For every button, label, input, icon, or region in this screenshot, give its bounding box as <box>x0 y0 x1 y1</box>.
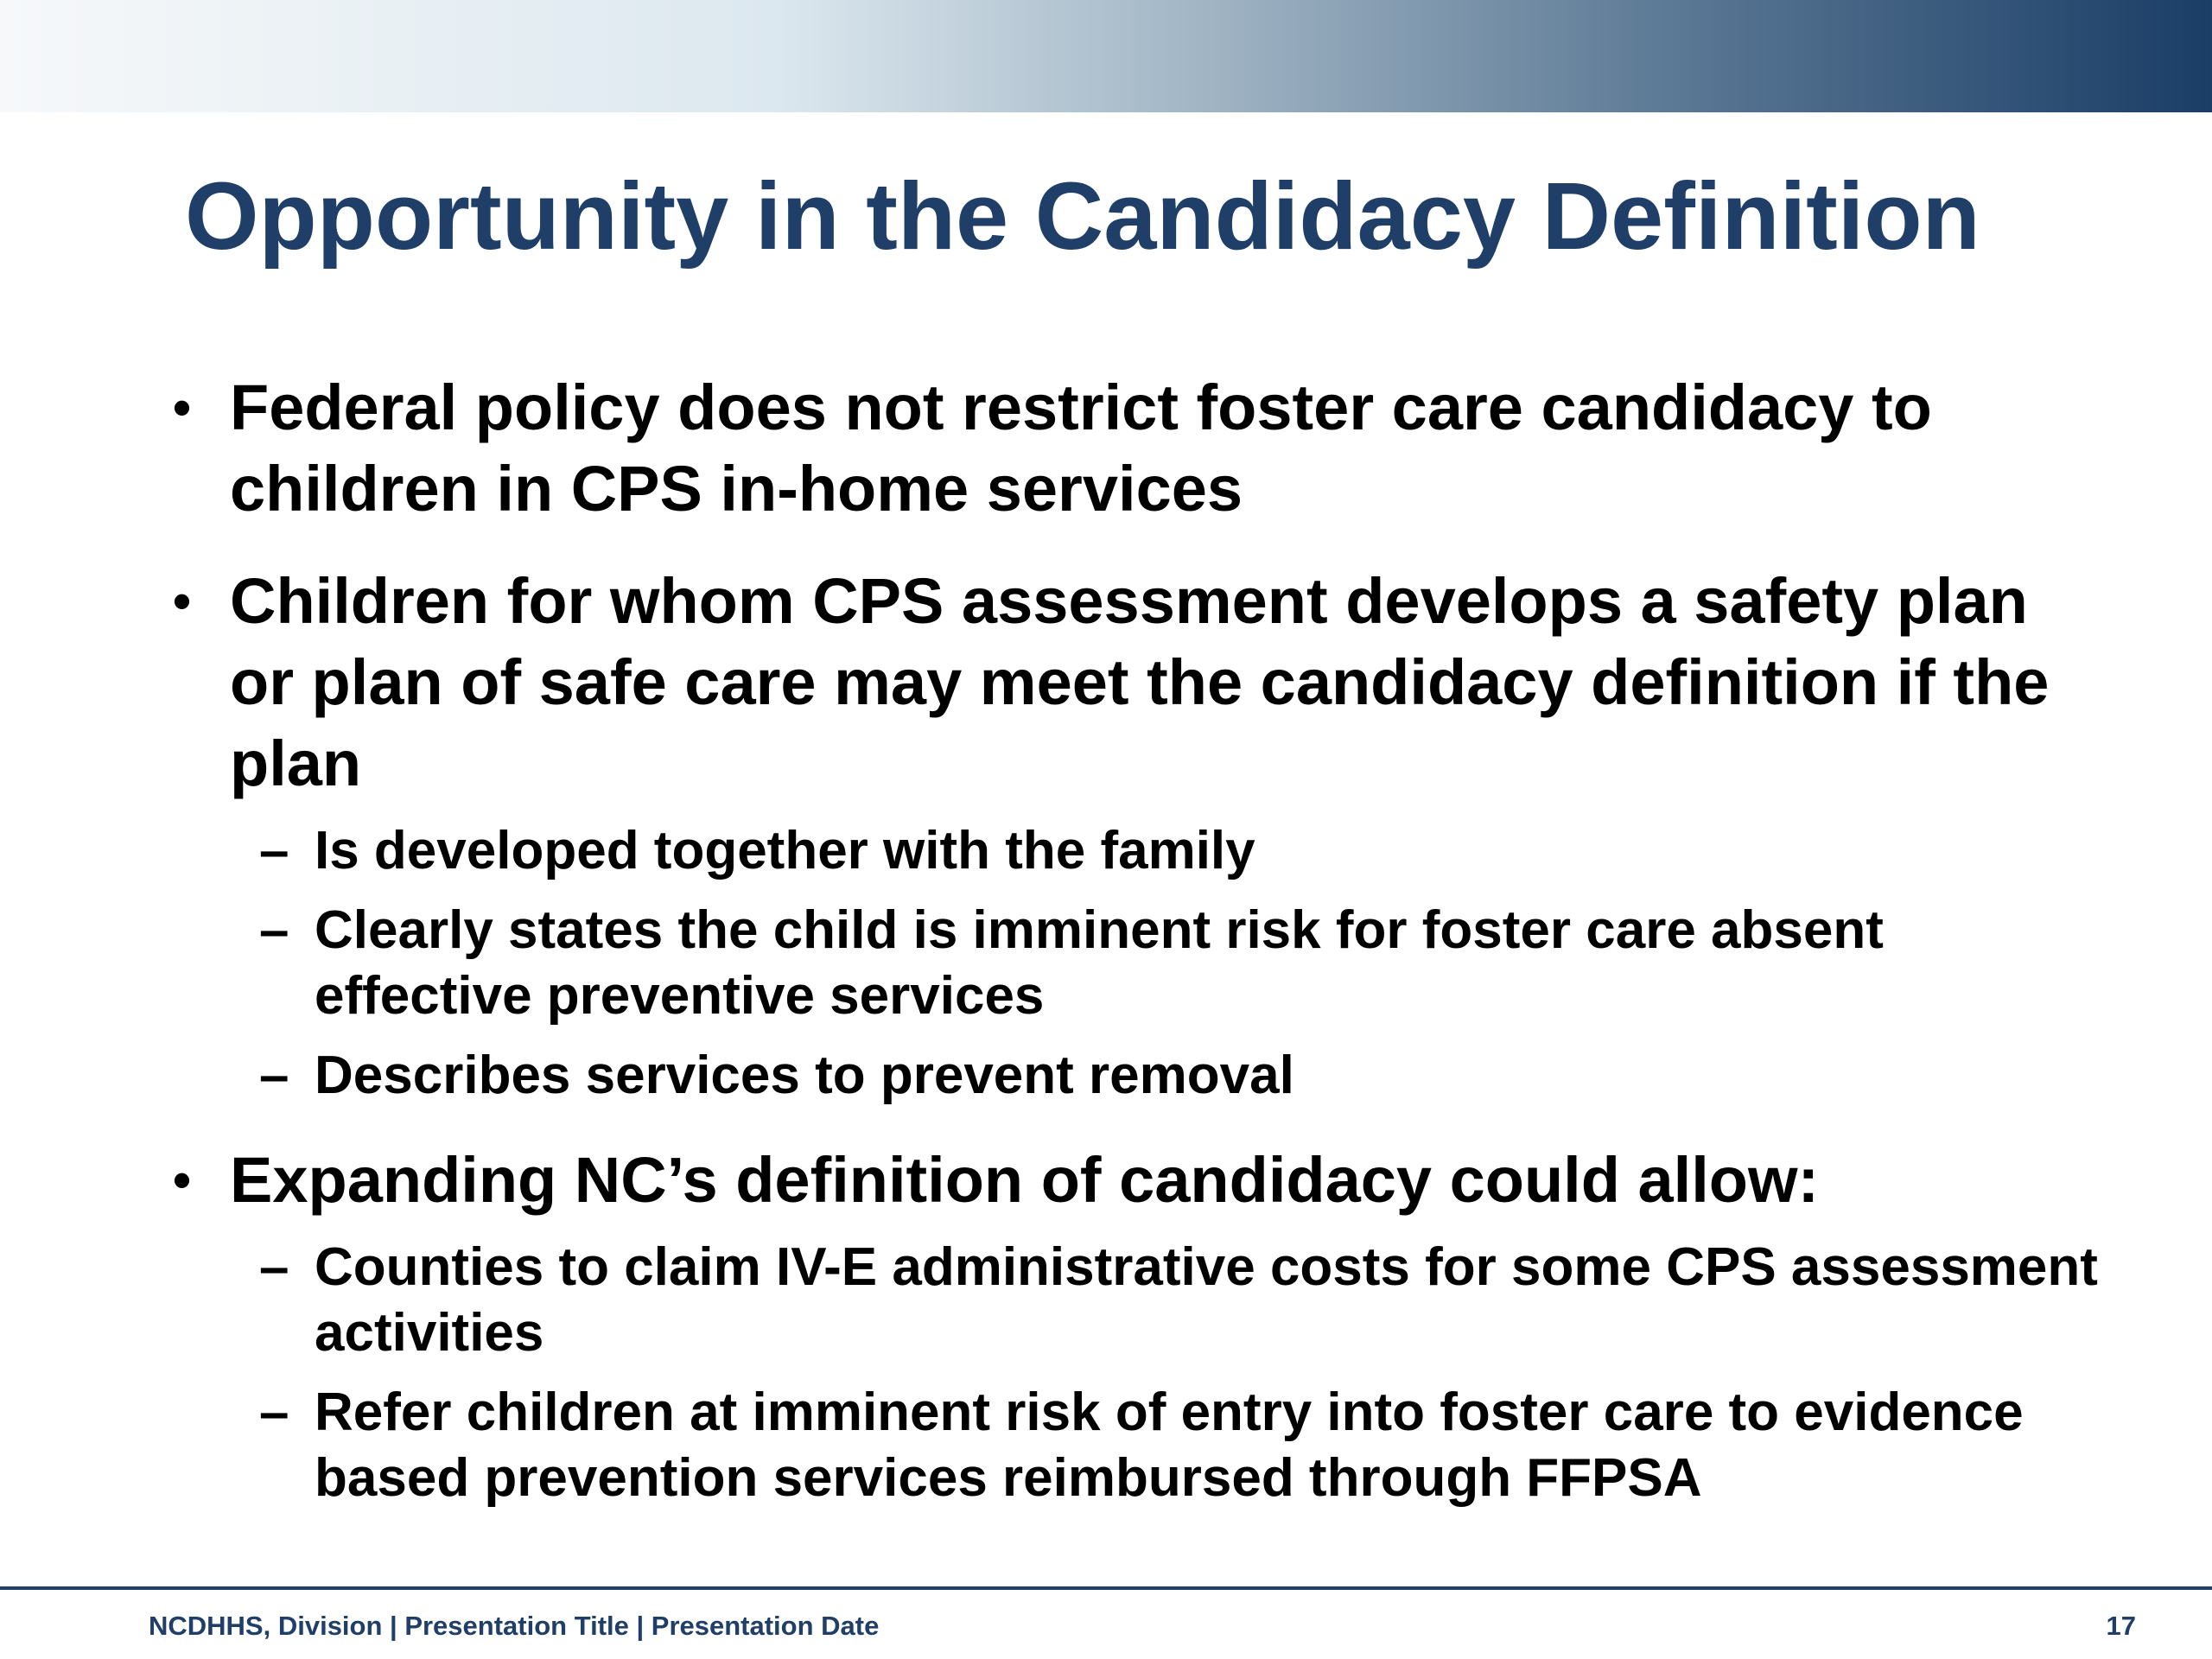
sub-bullet-item <box>173 1235 2100 1366</box>
sub-bullet-text: Counties to claim IV-E administrative costs for some CPS assessment activities <box>315 1237 2098 1363</box>
sub-bullet-item <box>173 1043 2100 1109</box>
slide-title: Opportunity in the Candidacy Definition <box>185 163 1980 270</box>
sub-bullet-symbol: – <box>259 1382 289 1442</box>
page-number: 17 <box>2106 1611 2136 1641</box>
sub-bullet-text: Is developed together with the family <box>315 821 1255 880</box>
sub-bullet-list <box>230 1235 2100 1511</box>
sub-bullet-symbol: – <box>259 1237 289 1297</box>
sub-bullet-item <box>173 1380 2100 1511</box>
sub-bullet-symbol: – <box>259 1046 289 1105</box>
sub-bullet-item <box>173 898 2100 1029</box>
bullet-symbol: • <box>173 378 192 436</box>
sub-bullet-item <box>173 818 2100 884</box>
sub-bullet-text: Refer children at imminent risk of entry into foster care to evidence based prevention services reimbursed through FFPSA <box>315 1382 2024 1508</box>
bullet-text: Federal policy does not restrict foster care candidacy to children in CPS in-home services <box>230 372 1932 524</box>
bullet-text: Expanding NC’s definition of candidacy could allow: <box>230 1144 1820 1216</box>
sub-bullet-text: Describes services to prevent removal <box>315 1046 1294 1105</box>
bullet-symbol: • <box>173 1151 192 1209</box>
bullet-list <box>173 367 2100 1511</box>
bullet-item <box>173 367 2100 530</box>
bullet-item <box>173 561 2100 1109</box>
sub-bullet-list <box>230 818 2100 1109</box>
footer-text: NCDHHS, Division | Presentation Title | Presentation Date <box>149 1611 880 1641</box>
bullet-item <box>173 1140 2100 1511</box>
header-gradient-band <box>0 0 2212 112</box>
footer-divider <box>0 1586 2212 1590</box>
sub-bullet-symbol: – <box>259 900 289 960</box>
bullet-symbol: • <box>173 572 192 630</box>
sub-bullet-symbol: – <box>259 821 289 880</box>
bullet-text: Children for whom CPS assessment develops a safety plan or plan of safe care may meet the candidacy definition if the plan <box>230 565 2050 799</box>
sub-bullet-text: Clearly states the child is imminent risk for foster care absent effective preventive services <box>315 900 1884 1026</box>
